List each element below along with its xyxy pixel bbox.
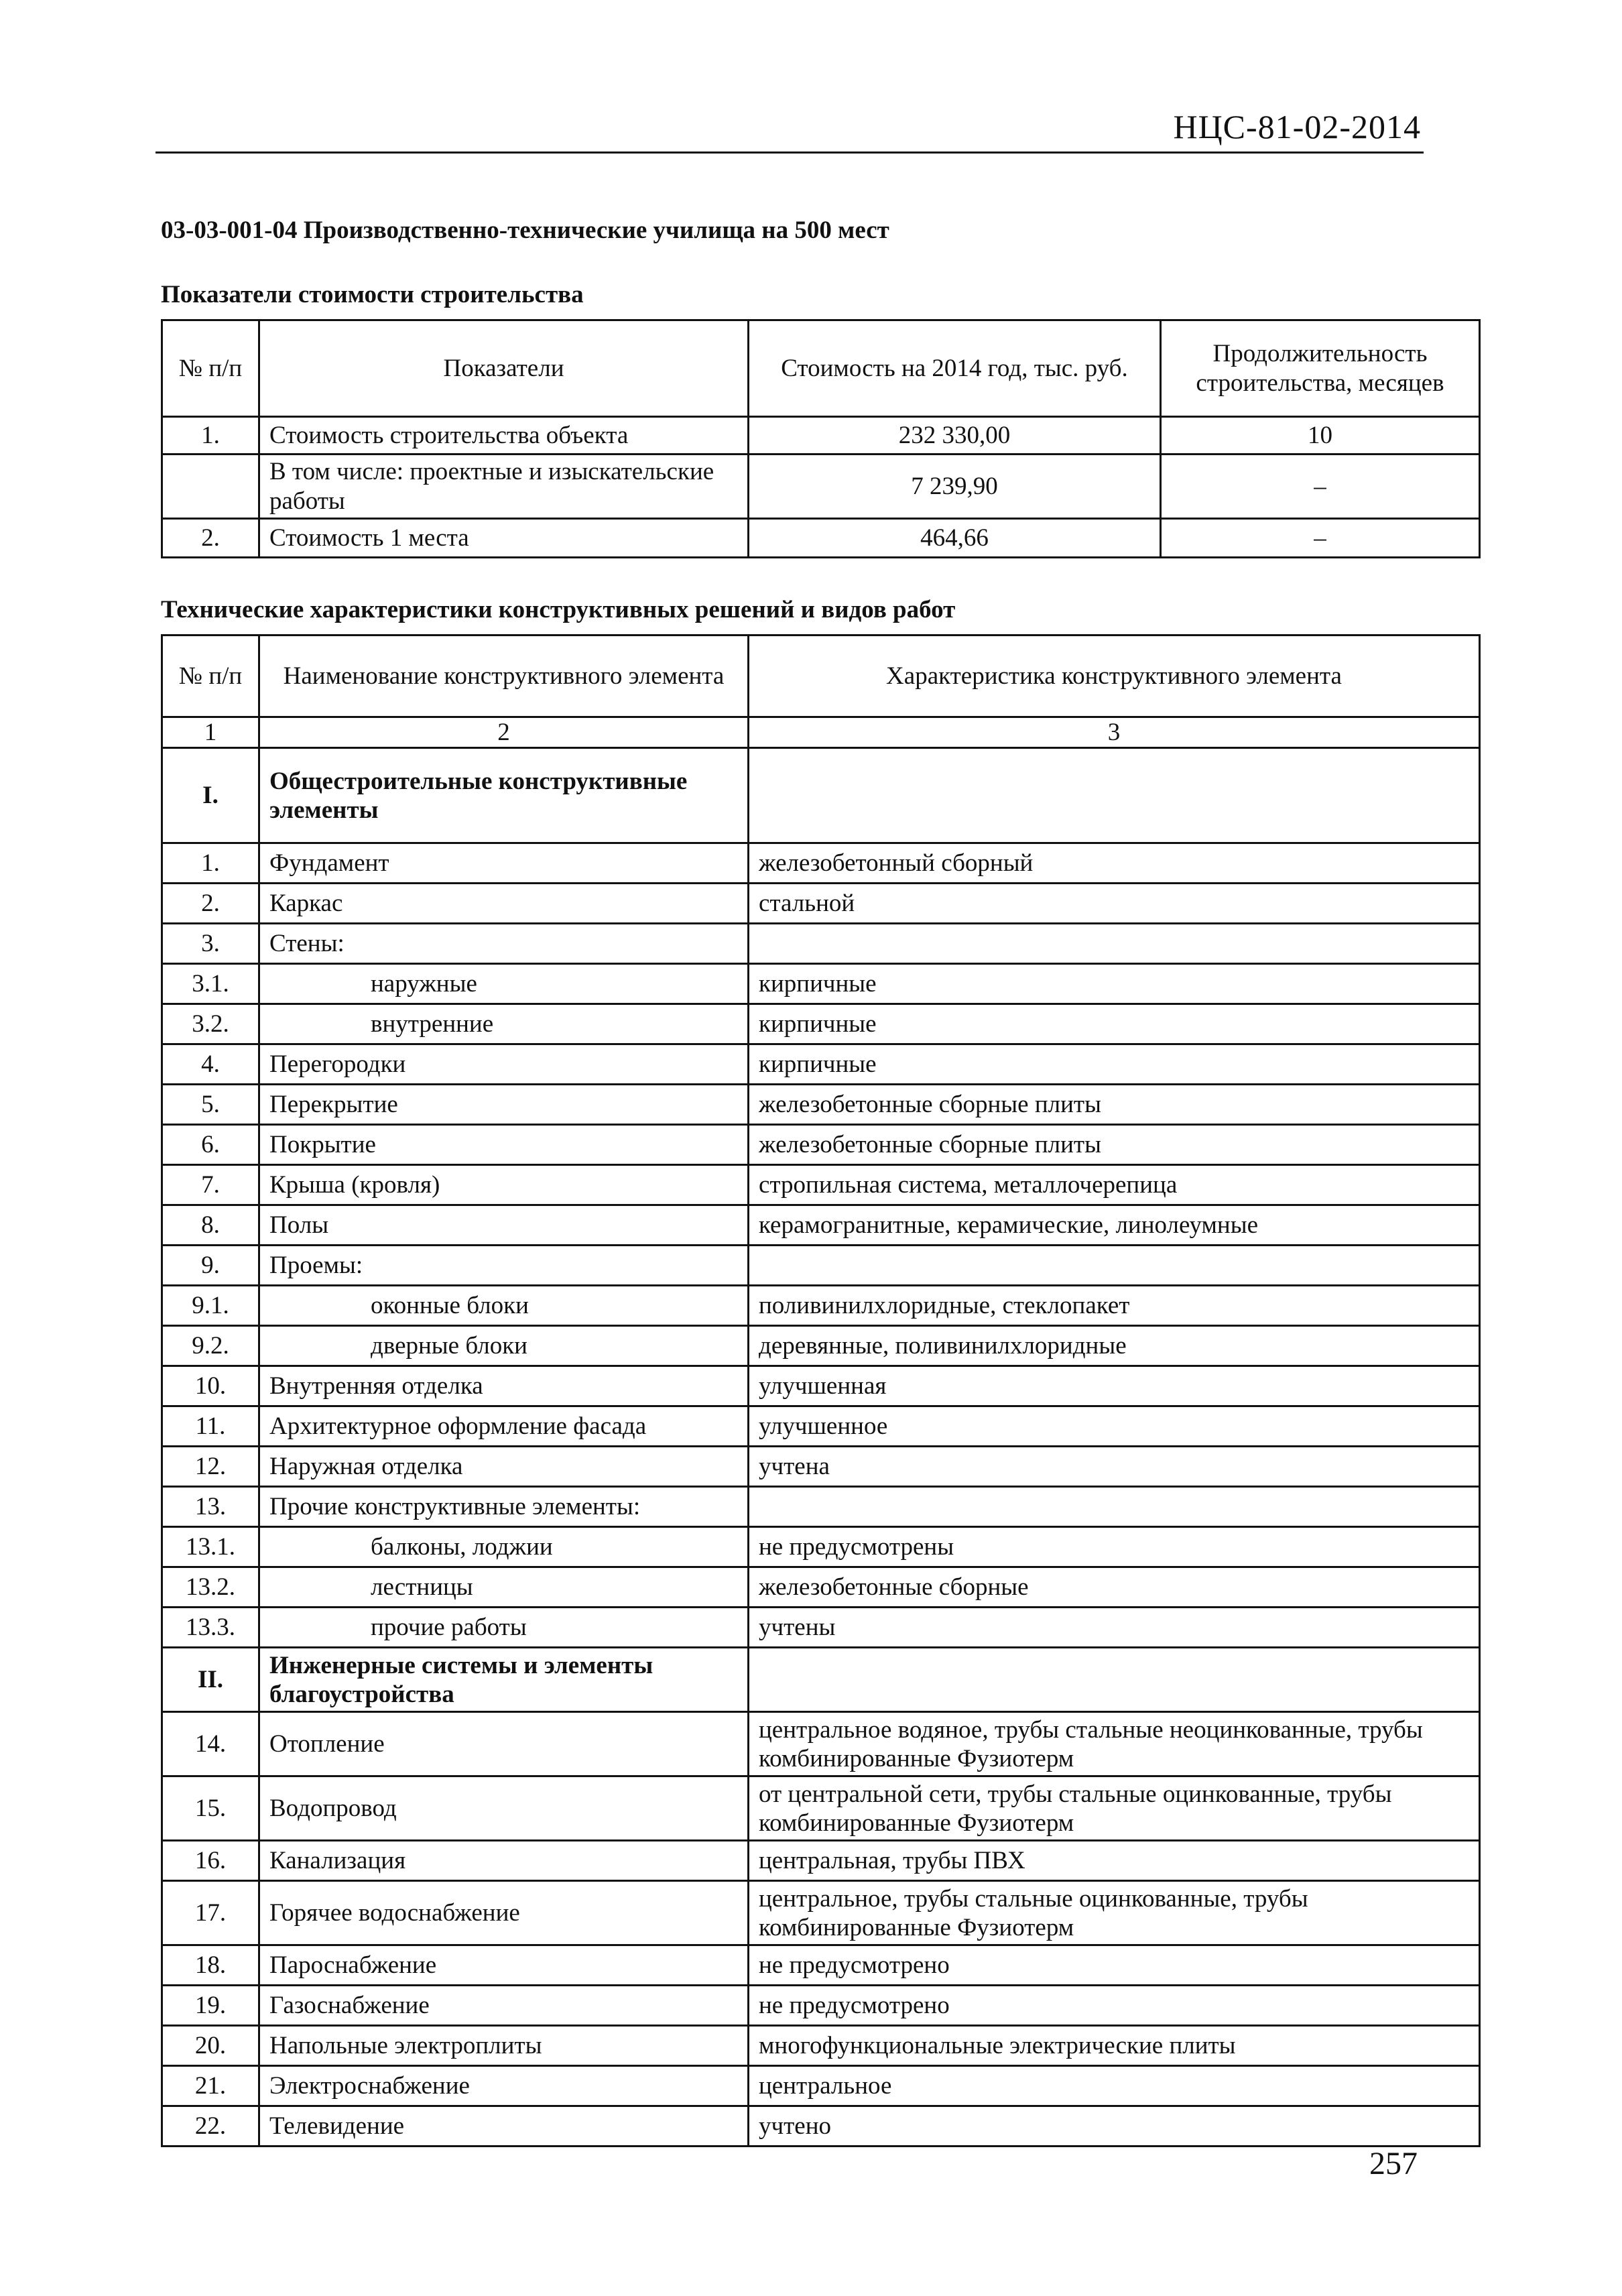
table-row xyxy=(162,1165,1480,1205)
table-row xyxy=(162,1004,1480,1044)
row-number: 12. xyxy=(162,1447,259,1487)
cost-value: 7 239,90 xyxy=(749,455,1161,519)
cost-table-header xyxy=(162,320,1480,417)
element-name: внутренние xyxy=(259,1004,749,1044)
row-number: 19. xyxy=(162,1986,259,2026)
element-name: Наружная отделка xyxy=(259,1447,749,1487)
element-name: балконы, лоджии xyxy=(259,1527,749,1567)
row-number: 11. xyxy=(162,1406,259,1447)
table-row xyxy=(162,2026,1480,2066)
row-number: 6. xyxy=(162,1125,259,1165)
element-characteristic xyxy=(749,748,1480,843)
element-name: Проемы: xyxy=(259,1246,749,1286)
table-row xyxy=(162,1447,1480,1487)
cost-row xyxy=(162,519,1480,558)
tech-section-title: Технические характеристики конструктивных решений и видов работ xyxy=(161,596,956,623)
tech-col-num: № п/п xyxy=(162,636,259,717)
element-characteristic xyxy=(749,1246,1480,1286)
element-characteristic xyxy=(749,1648,1480,1712)
cost-value: 464,66 xyxy=(749,519,1161,558)
tech-table xyxy=(161,634,1481,2147)
indicator-name: В том числе: проектные и изыскательские работы xyxy=(259,455,749,519)
element-characteristic: стальной xyxy=(749,884,1480,924)
element-name: Полы xyxy=(259,1205,749,1246)
element-characteristic: не предусмотрено xyxy=(749,1945,1480,1986)
table-row xyxy=(162,1986,1480,2026)
element-characteristic: центральная, трубы ПВХ xyxy=(749,1841,1480,1881)
table-row xyxy=(162,1125,1480,1165)
row-number: 13.3. xyxy=(162,1608,259,1648)
row-number: I. xyxy=(162,748,259,843)
row-number: 1. xyxy=(162,417,259,455)
row-number: 3.2. xyxy=(162,1004,259,1044)
row-number: 13.1. xyxy=(162,1527,259,1567)
element-name: Покрытие xyxy=(259,1125,749,1165)
cost-value: 232 330,00 xyxy=(749,417,1161,455)
element-name: Фундамент xyxy=(259,843,749,884)
element-name: Прочие конструктивные элементы: xyxy=(259,1487,749,1527)
row-number: 22. xyxy=(162,2106,259,2147)
row-number: 3.1. xyxy=(162,964,259,1004)
table-row xyxy=(162,884,1480,924)
table-row xyxy=(162,1712,1480,1776)
element-name: Стены: xyxy=(259,924,749,964)
element-name: Пароснабжение xyxy=(259,1945,749,1986)
table-row xyxy=(162,1366,1480,1406)
row-number: 9.2. xyxy=(162,1326,259,1366)
element-characteristic: многофункциональные электрические плиты xyxy=(749,2026,1480,2066)
element-name: Телевидение xyxy=(259,2106,749,2147)
element-name: Электроснабжение xyxy=(259,2066,749,2106)
element-characteristic: не предусмотрены xyxy=(749,1527,1480,1567)
element-name: Крыша (кровля) xyxy=(259,1165,749,1205)
element-characteristic: железобетонные сборные xyxy=(749,1567,1480,1608)
element-name: лестницы xyxy=(259,1567,749,1608)
table-row xyxy=(162,1487,1480,1527)
element-name: наружные xyxy=(259,964,749,1004)
table-row xyxy=(162,924,1480,964)
element-characteristic: железобетонные сборные плиты xyxy=(749,1085,1480,1125)
element-name: Каркас xyxy=(259,884,749,924)
row-number: 16. xyxy=(162,1841,259,1881)
element-characteristic: центральное водяное, трубы стальные неоцинкованные, трубы комбинированные Фузиотерм xyxy=(749,1712,1480,1776)
element-name: дверные блоки xyxy=(259,1326,749,1366)
row-number: 18. xyxy=(162,1945,259,1986)
cost-col-num: № п/п xyxy=(162,320,259,417)
element-name: оконные блоки xyxy=(259,1286,749,1326)
cost-row xyxy=(162,417,1480,455)
table-row xyxy=(162,1608,1480,1648)
cost-table xyxy=(161,319,1481,558)
table-row xyxy=(162,1205,1480,1246)
element-name: Общестроительные конструктивные элементы xyxy=(259,748,749,843)
element-characteristic xyxy=(749,924,1480,964)
row-number: 14. xyxy=(162,1712,259,1776)
element-name: Внутренняя отделка xyxy=(259,1366,749,1406)
cost-col-indicator: Показатели xyxy=(259,320,749,417)
section-row xyxy=(162,748,1480,843)
element-characteristic: учтены xyxy=(749,1608,1480,1648)
element-characteristic: от центральной сети, трубы стальные оцинкованные, трубы комбинированные Фузиотерм xyxy=(749,1776,1480,1841)
tech-col-characteristic: Характеристика конструктивного элемента xyxy=(749,636,1480,717)
element-characteristic: центральное, трубы стальные оцинкованные, трубы комбинированные Фузиотерм xyxy=(749,1881,1480,1945)
table-row xyxy=(162,1044,1480,1085)
row-number: 9.1. xyxy=(162,1286,259,1326)
element-characteristic: учтено xyxy=(749,2106,1480,2147)
element-name: Газоснабжение xyxy=(259,1986,749,2026)
element-name: Водопровод xyxy=(259,1776,749,1841)
column-number: 1 xyxy=(162,717,259,748)
element-name: Архитектурное оформление фасада xyxy=(259,1406,749,1447)
tech-table-header xyxy=(162,636,1480,717)
duration-value: 10 xyxy=(1161,417,1480,455)
table-row xyxy=(162,1286,1480,1326)
row-number: 9. xyxy=(162,1246,259,1286)
tech-table-body xyxy=(162,748,1480,2147)
table-row xyxy=(162,1841,1480,1881)
row-number: 4. xyxy=(162,1044,259,1085)
element-characteristic: центральное xyxy=(749,2066,1480,2106)
element-name: Канализация xyxy=(259,1841,749,1881)
row-number: 7. xyxy=(162,1165,259,1205)
row-number: 13. xyxy=(162,1487,259,1527)
table-row xyxy=(162,843,1480,884)
table-row xyxy=(162,1945,1480,1986)
element-characteristic: не предусмотрено xyxy=(749,1986,1480,2026)
row-number: 15. xyxy=(162,1776,259,1841)
element-name: Перегородки xyxy=(259,1044,749,1085)
element-characteristic: железобетонный сборный xyxy=(749,843,1480,884)
cost-section-title: Показатели стоимости строительства xyxy=(161,281,584,308)
element-characteristic: улучшенная xyxy=(749,1366,1480,1406)
table-row xyxy=(162,1406,1480,1447)
row-number: 10. xyxy=(162,1366,259,1406)
element-characteristic: учтена xyxy=(749,1447,1480,1487)
row-number: 2. xyxy=(162,519,259,558)
table-row xyxy=(162,1881,1480,1945)
table-row xyxy=(162,964,1480,1004)
indicator-name: Стоимость 1 места xyxy=(259,519,749,558)
page-number: 257 xyxy=(1369,2146,1418,2181)
table-row xyxy=(162,1567,1480,1608)
row-number: 5. xyxy=(162,1085,259,1125)
row-number: 20. xyxy=(162,2026,259,2066)
tech-col-element: Наименование конструктивного элемента xyxy=(259,636,749,717)
row-number: II. xyxy=(162,1648,259,1712)
row-number: 21. xyxy=(162,2066,259,2106)
element-characteristic: поливинилхлоридные, стеклопакет xyxy=(749,1286,1480,1326)
row-number: 17. xyxy=(162,1881,259,1945)
tech-column-numbers xyxy=(162,717,1480,748)
element-characteristic: кирпичные xyxy=(749,1004,1480,1044)
table-row xyxy=(162,1776,1480,1841)
table-row xyxy=(162,1326,1480,1366)
section-row xyxy=(162,1648,1480,1712)
element-characteristic xyxy=(749,1487,1480,1527)
element-name: Отопление xyxy=(259,1712,749,1776)
cost-col-cost: Стоимость на 2014 год, тыс. руб. xyxy=(749,320,1161,417)
element-characteristic: керамогранитные, керамические, линолеумные xyxy=(749,1205,1480,1246)
table-row xyxy=(162,2106,1480,2147)
row-number: 1. xyxy=(162,843,259,884)
element-characteristic: улучшенное xyxy=(749,1406,1480,1447)
row-number: 2. xyxy=(162,884,259,924)
element-characteristic: стропильная система, металлочерепица xyxy=(749,1165,1480,1205)
column-number: 2 xyxy=(259,717,749,748)
table-row xyxy=(162,2066,1480,2106)
element-characteristic: деревянные, поливинилхлоридные xyxy=(749,1326,1480,1366)
column-number: 3 xyxy=(749,717,1480,748)
row-number: 13.2. xyxy=(162,1567,259,1608)
duration-value: – xyxy=(1161,519,1480,558)
element-characteristic: кирпичные xyxy=(749,964,1480,1004)
document-code: НЦС-81-02-2014 xyxy=(1173,108,1421,145)
table-row xyxy=(162,1527,1480,1567)
indicator-name: Стоимость строительства объекта xyxy=(259,417,749,455)
table-row xyxy=(162,1246,1480,1286)
header-rule xyxy=(155,152,1424,154)
table-row xyxy=(162,1085,1480,1125)
duration-value: – xyxy=(1161,455,1480,519)
element-name: Напольные электроплиты xyxy=(259,2026,749,2066)
cost-table-body xyxy=(162,417,1480,558)
element-name: Инженерные системы и элементы благоустройства xyxy=(259,1648,749,1712)
row-number: 8. xyxy=(162,1205,259,1246)
cost-row xyxy=(162,455,1480,519)
document-title: 03-03-001-04 Производственно-технические училища на 500 мест xyxy=(161,217,889,244)
element-name: Горячее водоснабжение xyxy=(259,1881,749,1945)
element-name: Перекрытие xyxy=(259,1085,749,1125)
element-name: прочие работы xyxy=(259,1608,749,1648)
element-characteristic: железобетонные сборные плиты xyxy=(749,1125,1480,1165)
row-number xyxy=(162,455,259,519)
element-characteristic: кирпичные xyxy=(749,1044,1480,1085)
row-number: 3. xyxy=(162,924,259,964)
cost-col-duration: Продолжительность строительства, месяцев xyxy=(1161,320,1480,417)
